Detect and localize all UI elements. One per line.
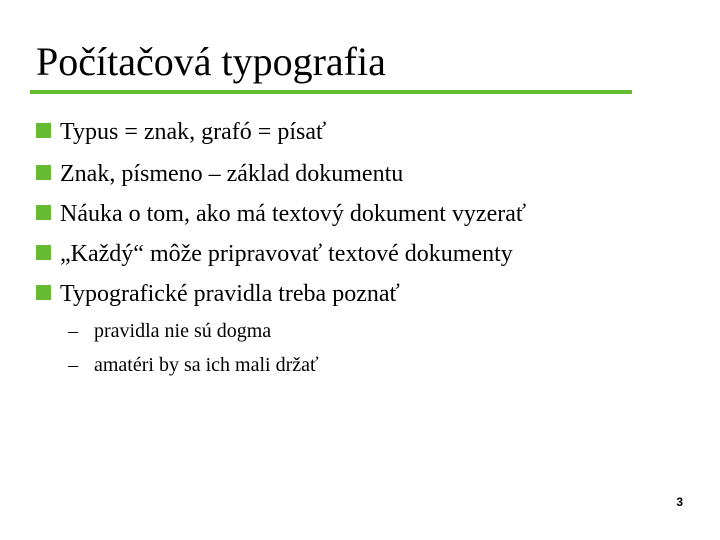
bullet-item — [36, 199, 526, 229]
bullet-text: Znak, písmeno – základ dokumentu — [60, 161, 404, 187]
bullet-text: Typografické pravidla treba poznať — [60, 281, 400, 307]
title-underline — [30, 90, 632, 94]
sub-bullet-text: pravidla nie sú dogma — [94, 320, 272, 342]
bullet-item — [36, 117, 326, 147]
square-bullet-icon — [36, 165, 51, 180]
bullet-item — [36, 159, 403, 189]
bullet-text: Náuka o tom, ako má textový dokument vyzerať — [60, 201, 527, 227]
sub-bullet-item — [68, 318, 271, 344]
dash-marker: – — [68, 354, 78, 376]
slide-title: Počítačová typografia — [36, 39, 386, 84]
sub-bullet-text: amatéri by sa ich mali držať — [94, 354, 319, 376]
bullet-item — [36, 239, 513, 269]
bullet-item — [36, 279, 400, 309]
square-bullet-icon — [36, 285, 51, 300]
square-bullet-icon — [36, 123, 51, 138]
bullet-text: „Každý“ môže pripravovať textové dokumenty — [60, 241, 513, 267]
square-bullet-icon — [36, 245, 51, 260]
bullet-text: Typus = znak, grafó = písať — [60, 119, 327, 145]
sub-bullet-item — [68, 352, 319, 378]
page-number: 3 — [676, 495, 683, 509]
square-bullet-icon — [36, 205, 51, 220]
dash-marker: – — [68, 320, 78, 342]
